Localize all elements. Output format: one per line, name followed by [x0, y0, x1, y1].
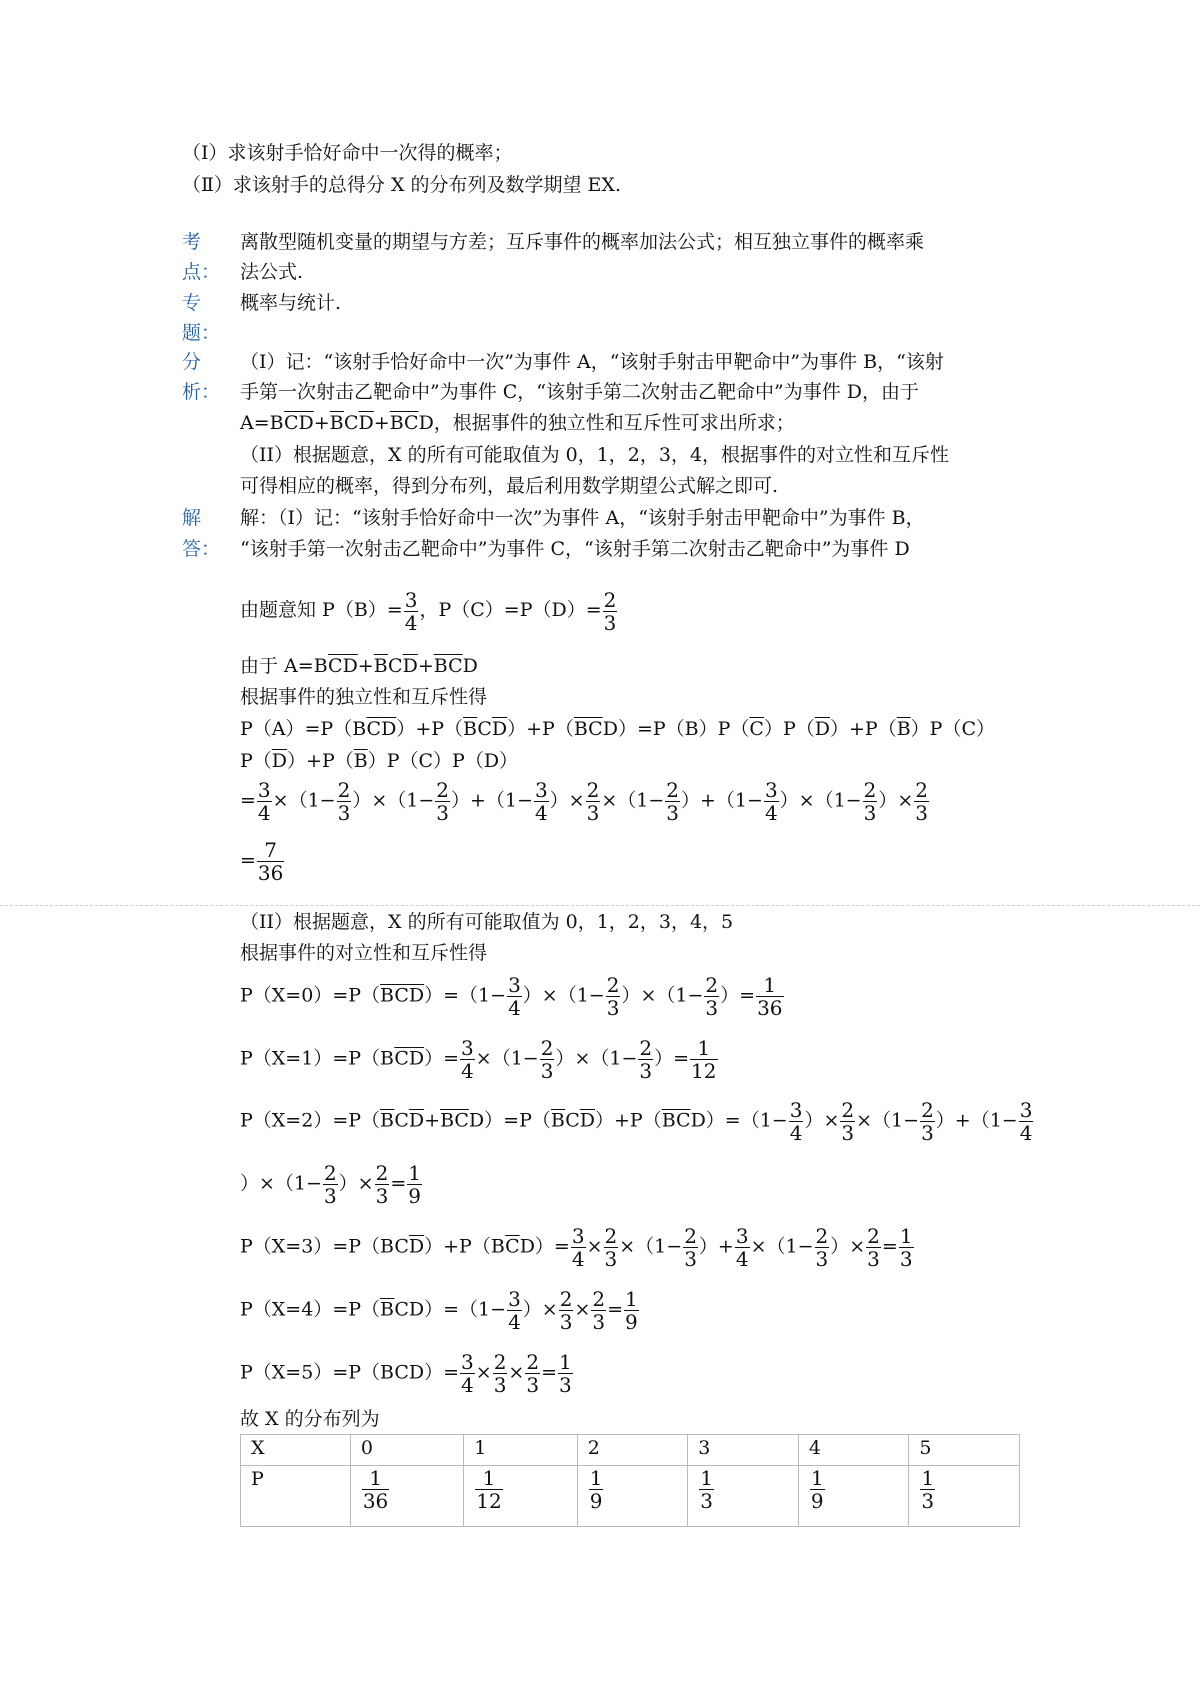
distribution-table: [240, 1434, 1020, 1527]
table-cell: [798, 1466, 909, 1527]
kaodian-line1: 离散型随机变量的期望与方差；互斥事件的概率加法公式；相互独立事件的概率乘: [240, 231, 925, 253]
table-cell: [350, 1466, 463, 1527]
table-cell: [464, 1466, 577, 1527]
kaodian-line2: 法公式.: [240, 261, 304, 283]
prob-denominator: 36: [362, 1489, 389, 1513]
prob-denominator: 12: [476, 1489, 502, 1513]
table-cell: [577, 1466, 688, 1527]
px0-line: $P(X=0)=P(\overline{BCD})=(1-$ $\frac{3}{4}$ ）×（1− $\frac{2}{3}$ ）×（1− $\frac{2}{3}$ ）= $\frac{1}{36}$: [240, 973, 783, 1020]
given-mid: ，P（C）=P（D）=: [419, 599, 602, 621]
label-fenxi-2: 析：: [182, 381, 221, 403]
fenxi-line3: $A=B\overline{C}\overline{D}+\overline{B}C\overline{D}+\overline{BC}D$，根据事件的独立性和互斥性可求出所求；: [240, 412, 795, 434]
prob-denominator: 9: [589, 1489, 603, 1513]
px3-line: $P(X=3)=P(BC\overline{D})+P(B\overline{C}D)=$ $\frac{3}{4}$ × $\frac{2}{3}$ ×（1− $\frac{2}{3}$ ）+ $\frac{3}{4}$ ×（1− $\frac{2}{3}$ ）× $\frac{2}{3}$ = $\frac{1}{3}$: [240, 1224, 913, 1271]
prob-numerator: 1: [369, 1466, 382, 1490]
pa-line1: $P(A)=P(B\overline{C}\overline{D})+P(\overline{B}C\overline{D})+P(\overline{BC}D)=P(B)P(\overline{C})P(\overline{D})+P(\overline{B})P(C)$: [240, 718, 995, 740]
given-prefix: 由题意知 P（B）=: [240, 599, 403, 621]
prob-numerator: 1: [810, 1466, 824, 1490]
dist-title: 故 X 的分布列为: [240, 1408, 380, 1430]
fenxi-line3-suffix: ，根据事件的独立性和互斥性可求出所求；: [433, 412, 795, 434]
fenxi-line1: （I）记：“该射手恰好命中一次”为事件 A，“该射手射击甲靶命中”为事件 B，“该射: [240, 351, 944, 373]
prob-numerator: 1: [921, 1466, 935, 1490]
label-jieda-1: 解: [182, 507, 202, 529]
label-jieda-2: 答：: [182, 538, 221, 560]
px2-line2: ）×（1− $\frac{2}{3}$ ）× $\frac{2}{3}$ = $\frac{1}{9}$: [240, 1161, 421, 1208]
table-cell: 5: [909, 1435, 1020, 1466]
table-cell: 2: [577, 1435, 688, 1466]
jieda-line1: 解：（I）记：“该射手恰好命中一次”为事件 A，“该射手射击甲靶命中”为事件 B，: [240, 507, 925, 529]
px1-line: $P(X=1)=P(B\overline{C}\overline{D})=$ $\frac{3}{4}$ ×（1− $\frac{2}{3}$ ）×（1− $\frac{2}{3}$ ）= $\frac{1}{12}$: [240, 1036, 717, 1083]
question-part1: （Ⅰ）求该射手恰好命中一次得的概率；: [182, 142, 513, 164]
independence-note: 根据事件的独立性和互斥性得: [240, 686, 488, 708]
label-kaodian-2: 点：: [182, 261, 221, 283]
jieda-line2: “该射手第一次射击乙靶命中”为事件 C，“该射手第二次射击乙靶命中”为事件 D: [240, 538, 910, 560]
table-cell: [688, 1466, 799, 1527]
prob-numerator: 1: [482, 1466, 496, 1490]
pa-line2: $P(\overline{D})+P(\overline{B})P(C)P(D)$: [240, 750, 519, 772]
table-cell: 4: [798, 1435, 909, 1466]
prob-numerator: 1: [700, 1466, 714, 1490]
table-cell: X: [241, 1435, 351, 1466]
pa-result: = $\frac{7}{36}$: [240, 838, 284, 885]
since-prefix: 由于 A=: [240, 655, 314, 677]
part2-intro: （II）根据题意，X 的所有可能取值为 0，1，2，3，4，5: [240, 911, 734, 933]
table-header-row: [241, 1435, 1020, 1466]
table-cell: [909, 1466, 1020, 1527]
px5-line: P（X=5）=P（BCD）= $\frac{3}{4}$ × $\frac{2}{3}$ × $\frac{2}{3}$ = $\frac{1}{3}$: [240, 1350, 572, 1397]
prob-denominator: 9: [810, 1489, 824, 1513]
fenxi-line2: 手第一次射击乙靶命中”为事件 C，“该射手第二次射击乙靶命中”为事件 D，由于: [240, 381, 919, 403]
since-formula: 由于 $A=B\overline{C}\overline{D}+\overline{B}C\overline{D}+\overline{BC}D$: [240, 655, 478, 677]
zhuanti-text: 概率与统计.: [240, 292, 342, 314]
table-cell: P: [241, 1466, 351, 1527]
table-cell: 3: [688, 1435, 799, 1466]
prob-denominator: 3: [921, 1489, 935, 1513]
pa-line3: = $\frac{3}{4}$ ×（1− $\frac{2}{3}$ ）×（1− $\frac{2}{3}$ ）+（1− $\frac{3}{4}$ ）× $\frac{2}{3}$ ×（1− $\frac{2}{3}$ ）+（1− $\frac{3}{4}$ ）×（1− $\frac{2}{3}$ ）× $\frac{2}{3}$: [240, 778, 928, 825]
prob-numerator: 1: [589, 1466, 603, 1490]
px4-line: $P(X=4)=P(\overline{B}CD)=(1-$ $\frac{3}{4}$ ）× $\frac{2}{3}$ × $\frac{2}{3}$ = $\frac{1}{9}$: [240, 1287, 638, 1334]
page-break-divider: [0, 905, 1200, 906]
part2-rule: 根据事件的对立性和互斥性得: [240, 942, 488, 964]
label-fenxi-1: 分: [182, 351, 202, 373]
prob-denominator: 3: [700, 1489, 714, 1513]
question-part2: （Ⅱ）求该射手的总得分 X 的分布列及数学期望 EX.: [182, 174, 621, 196]
label-zhuanti-1: 专: [182, 292, 202, 314]
table-cell: 1: [464, 1435, 577, 1466]
fenxi-line5: 可得相应的概率，得到分布列，最后利用数学期望公式解之即可.: [240, 475, 779, 497]
table-cell: 0: [350, 1435, 463, 1466]
table-prob-row: [241, 1466, 1020, 1527]
label-kaodian-1: 考: [182, 231, 202, 253]
label-zhuanti-2: 题：: [182, 322, 221, 344]
given-probabilities: 由题意知 P（B）= $\frac{3}{4}$ ，P（C）=P（D）= $\frac{2}{3}$: [240, 588, 617, 635]
fenxi-line4: （II）根据题意，X 的所有可能取值为 0，1，2，3，4，根据事件的对立性和互斥性: [240, 444, 950, 466]
px2-line1: $P(X=2)=P(\overline{B}C\overline{D}+\overline{BC}D)=P(\overline{B}C\overline{D})+P(\overline{BC}D)=(1-$ $\frac{3}{4}$ ）× $\frac{2}{3}$ ×（1− $\frac{2}{3}$ ）+（1− $\frac{3}{4}$: [240, 1098, 1033, 1145]
